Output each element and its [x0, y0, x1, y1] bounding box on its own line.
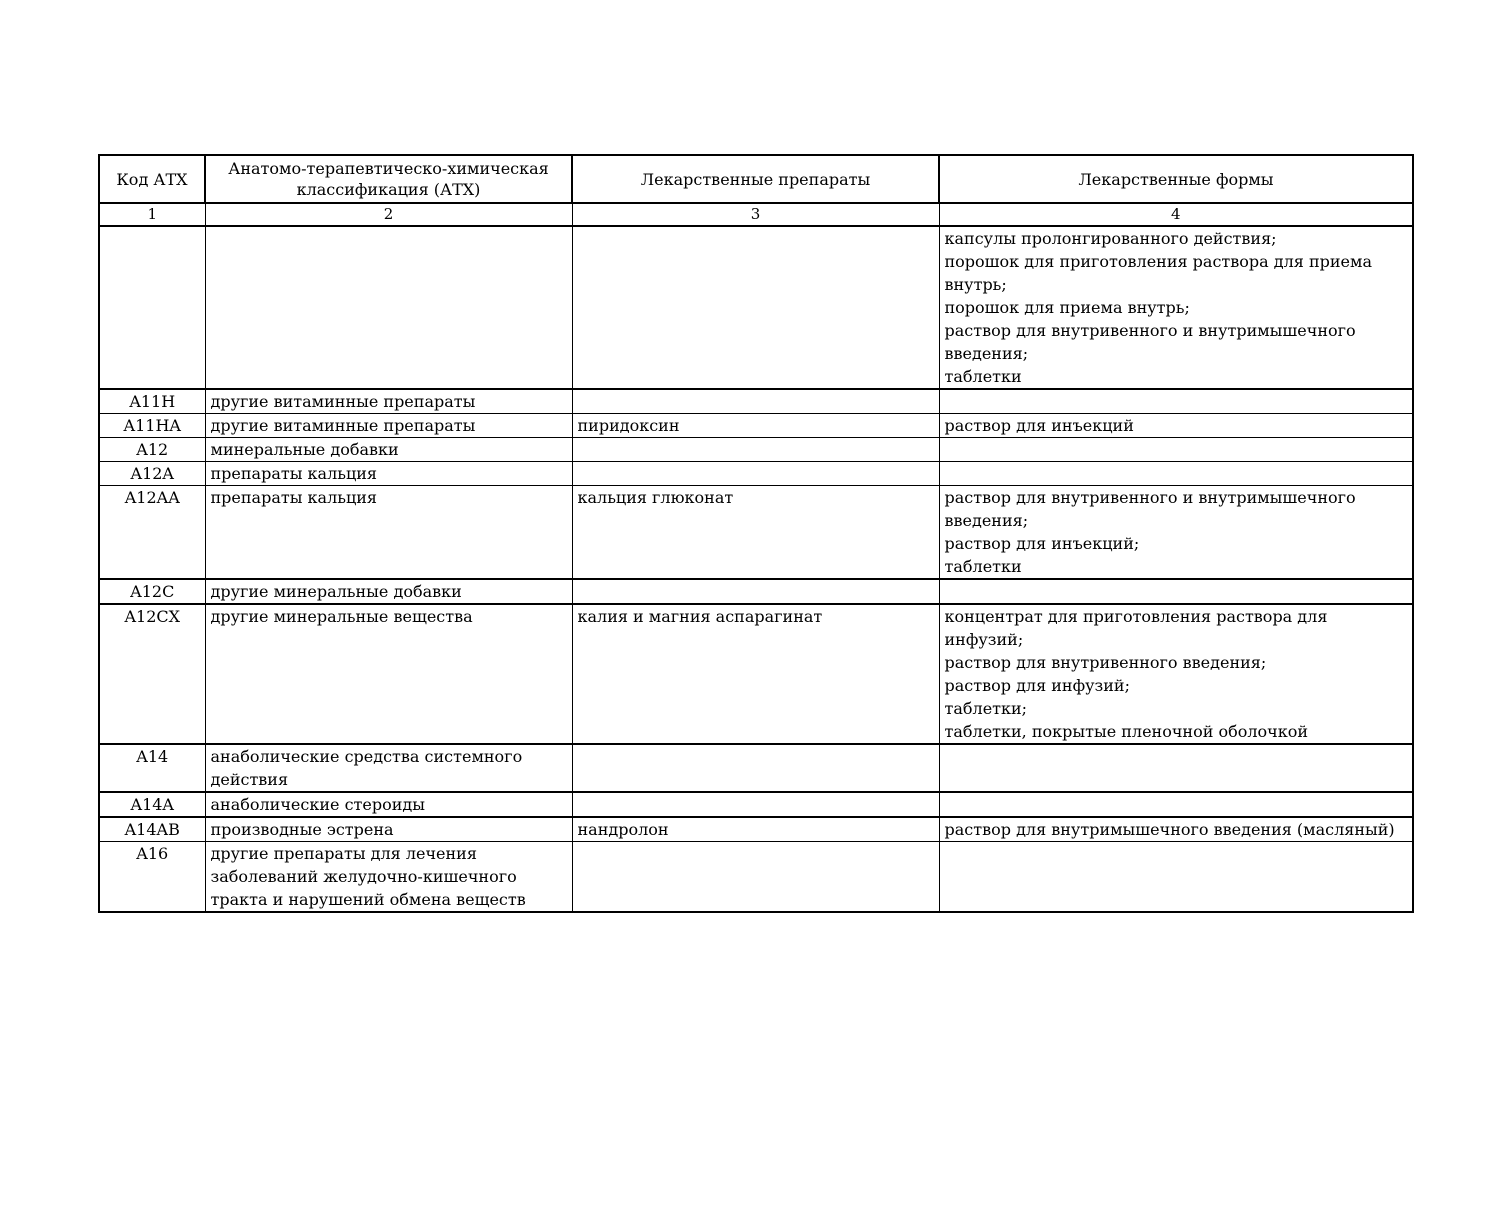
atc-code-cell: A12CX: [99, 604, 205, 744]
atc-code-cell: A11HA: [99, 414, 205, 438]
classification-cell: другие витаминные препараты: [205, 414, 572, 438]
dosage-forms-cell: [939, 604, 1413, 744]
atc-code-cell: A16: [99, 842, 205, 913]
classification-cell: другие витаминные препараты: [205, 389, 572, 414]
table-row: [99, 414, 1413, 438]
atc-code-cell: A12A: [99, 462, 205, 486]
header-code: Код АТХ: [99, 155, 205, 203]
dosage-form-item: концентрат для приготовления раствора для инфузий;: [944, 607, 1328, 649]
dosage-form-item: раствор для внутривенного и внутримышечного введения;: [944, 321, 1356, 363]
atc-code-cell: A14A: [99, 792, 205, 817]
drug-cell: [572, 462, 939, 486]
dosage-form-item: порошок для приготовления раствора для приема внутрь;: [944, 252, 1372, 294]
header-forms: Лекарственные формы: [939, 155, 1413, 203]
dosage-form-item: раствор для инфузий;: [944, 676, 1130, 695]
column-number: 1: [99, 203, 205, 226]
atc-code-cell: A11H: [99, 389, 205, 414]
table-row: [99, 486, 1413, 580]
table-row: [99, 462, 1413, 486]
table-row: [99, 792, 1413, 817]
dosage-forms-cell: [939, 486, 1413, 580]
table-row: [99, 604, 1413, 744]
dosage-form-item: раствор для внутривенного введения;: [944, 653, 1267, 672]
column-number: 3: [572, 203, 939, 226]
dosage-form-item: раствор для инъекций;: [944, 534, 1140, 553]
atc-code-cell: A12C: [99, 579, 205, 604]
dosage-forms-cell: [939, 226, 1413, 389]
table-row: [99, 226, 1413, 389]
dosage-forms-cell: [939, 438, 1413, 462]
column-number: 2: [205, 203, 572, 226]
drug-cell: [572, 438, 939, 462]
drug-cell: пиридоксин: [572, 414, 939, 438]
drug-cell: [572, 226, 939, 389]
column-number-row: [99, 203, 1413, 226]
dosage-forms-cell: [939, 842, 1413, 913]
table-row: [99, 579, 1413, 604]
dosage-form-item: таблетки: [944, 557, 1022, 576]
drug-cell: [572, 744, 939, 792]
table-row: [99, 744, 1413, 792]
classification-cell: другие препараты для лечения заболеваний желудочно-кишечного тракта и нарушений обмена веществ: [205, 842, 572, 913]
classification-cell: анаболические стероиды: [205, 792, 572, 817]
drug-cell: нандролон: [572, 817, 939, 842]
table-header-row: [99, 155, 1413, 203]
drug-cell: [572, 389, 939, 414]
drug-cell: [572, 792, 939, 817]
atc-code-cell: A14AB: [99, 817, 205, 842]
dosage-forms-cell: [939, 792, 1413, 817]
drug-cell: [572, 579, 939, 604]
header-classification: Анатомо-терапевтическо-химическая классификация (АТХ): [205, 155, 572, 203]
table-row: [99, 817, 1413, 842]
atc-code-cell: A14: [99, 744, 205, 792]
header-drugs: Лекарственные препараты: [572, 155, 939, 203]
dosage-form-item: капсулы пролонгированного действия;: [944, 229, 1277, 248]
classification-cell: анаболические средства системного действия: [205, 744, 572, 792]
dosage-forms-cell: [939, 389, 1413, 414]
dosage-forms-cell: [939, 744, 1413, 792]
drug-cell: калия и магния аспарагинат: [572, 604, 939, 744]
dosage-forms-cell: [939, 414, 1413, 438]
table-row: [99, 438, 1413, 462]
dosage-form-item: раствор для внутривенного и внутримышечного введения;: [944, 488, 1356, 530]
atc-code-cell: A12AA: [99, 486, 205, 580]
drug-cell: [572, 842, 939, 913]
classification-cell: другие минеральные добавки: [205, 579, 572, 604]
atc-code-cell: A12: [99, 438, 205, 462]
classification-cell: [205, 226, 572, 389]
table-row: [99, 842, 1413, 913]
column-number: 4: [939, 203, 1413, 226]
classification-cell: препараты кальция: [205, 486, 572, 580]
dosage-form-item: порошок для приема внутрь;: [944, 298, 1190, 317]
classification-cell: другие минеральные вещества: [205, 604, 572, 744]
atc-code-cell: [99, 226, 205, 389]
dosage-form-item: таблетки, покрытые пленочной оболочкой: [944, 722, 1309, 741]
classification-cell: производные эстрена: [205, 817, 572, 842]
dosage-forms-cell: [939, 817, 1413, 842]
dosage-form-item: раствор для инъекций: [944, 416, 1134, 435]
dosage-forms-cell: [939, 579, 1413, 604]
dosage-forms-cell: [939, 462, 1413, 486]
drug-cell: кальция глюконат: [572, 486, 939, 580]
classification-cell: минеральные добавки: [205, 438, 572, 462]
dosage-form-item: раствор для внутримышечного введения (масляный): [944, 820, 1395, 839]
dosage-form-item: таблетки: [944, 367, 1022, 386]
table-row: [99, 389, 1413, 414]
classification-cell: препараты кальция: [205, 462, 572, 486]
dosage-form-item: таблетки;: [944, 699, 1028, 718]
medicines-table: [98, 154, 1414, 913]
